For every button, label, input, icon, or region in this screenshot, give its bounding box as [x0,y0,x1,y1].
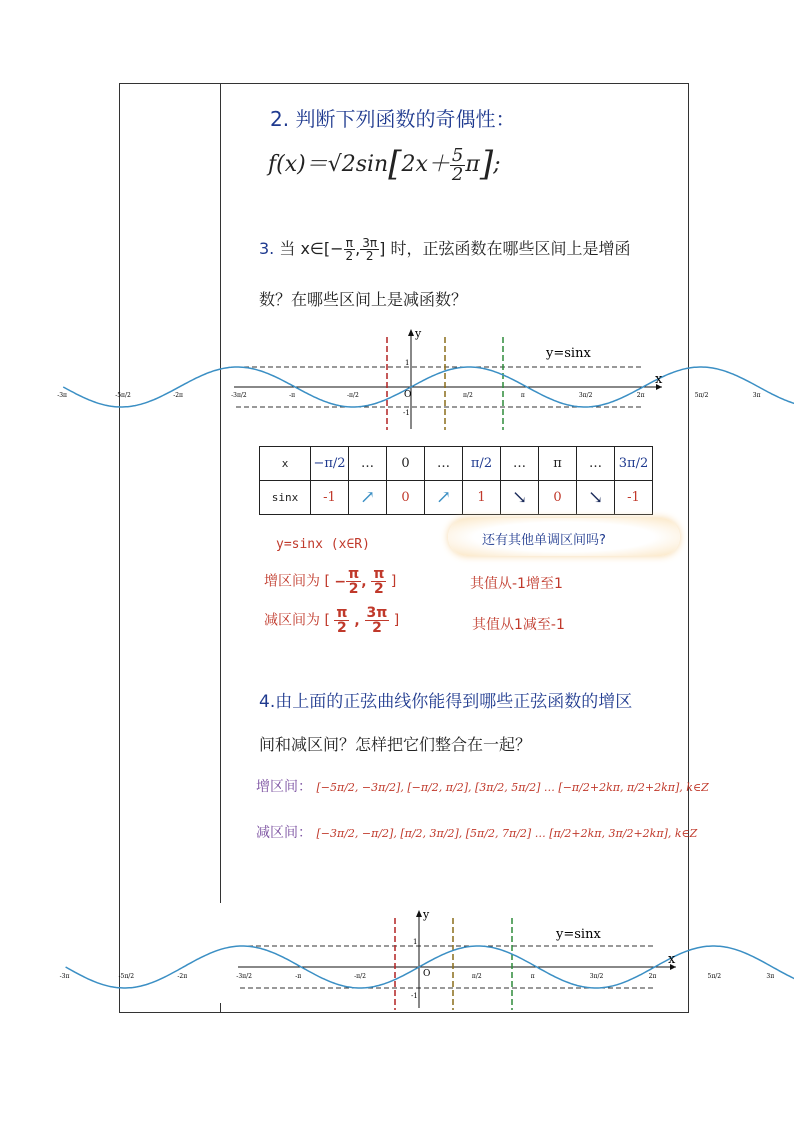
dec-interval: 减区间为 [ $\frac{\pi}{2}$ , $\frac{3\pi}{2}$ ] [264,605,400,636]
cell-sinx: ↘ [501,481,539,515]
q4-line1-text: 4.由上面的正弦曲线你能得到哪些正弦函数的增区 [259,692,633,712]
sine-graph-2 [59,908,775,1012]
cell-x: … [501,447,539,481]
q4-inc-label: 增区间： [256,779,312,795]
q2-formula: f(x)＝√2sin[2x＋ $\frac{5}{2}$ π]; [268,144,501,185]
inc-interval: 增区间为 [ − $\frac{\pi}{2}$ , $\frac{\pi}{2}$ ] [264,566,397,597]
q4-dec-expr: [−3π/2, −π/2], [π/2, 3π/2], [5π/2, 7π/2] … [π/2+2kπ, 3π/2+2kπ], k∈Z [316,827,698,840]
q2-formula-arg: 2x＋ [401,152,450,177]
cell-sinx: 0 [539,481,577,515]
label-neg-one: -1 [403,409,410,417]
column-divider-bottom [220,1003,221,1013]
label-one: 1 [405,359,410,367]
origin-label: O [404,390,412,400]
q3-line2: 数？在哪些区间上是减函数？ [259,290,468,309]
q2-formula-lhs: f(x)＝√2sin [268,152,389,177]
q3-f2d: 2 [365,249,374,263]
q2-frac-den: 2 [451,163,464,185]
tick-label: 3π [752,392,761,399]
q2-pi: π [465,152,480,177]
q3-line1b: ] 时，正弦函数在哪些区间上是增函 [379,239,631,258]
q2-heading-text: 2. 判断下列函数的奇偶性： [270,107,516,131]
tick-label: 2π [636,392,645,399]
q3-f1n: π [344,237,356,250]
tick-label: π [530,973,535,980]
func-domain: y=sinx (x∈R) [276,537,370,552]
cell-x: 0 [387,447,425,481]
q4-line2: 间和减区间？怎样把它们整合在一起？ [259,735,532,754]
q3-f1d: 2 [345,249,354,263]
label-one: 1 [413,938,418,946]
table-row [260,481,653,515]
row1-label: x [260,447,311,481]
cell-x: π [539,447,577,481]
curve-label: y=sinx [546,346,591,361]
tick-label: -π [289,392,296,399]
q4-dec-row [256,822,697,842]
cell-sinx: ↗ [349,481,387,515]
inc-label: 增区间为 [ [264,573,330,590]
row2-label: sinx [260,481,311,515]
tick-label: -5π/2 [118,973,135,980]
q4-dec-label: 减区间： [256,825,312,841]
tick-label: π/2 [463,392,473,399]
tick-label: 5π/2 [707,973,722,980]
tick-label: -5π/2 [115,392,131,399]
tick-label: -2π [177,973,188,980]
tick-label: π/2 [471,973,482,980]
tick-label: -π/2 [354,973,366,980]
cell-sinx: -1 [311,481,349,515]
tick-label: -2π [173,392,183,399]
tick-label: 2π [648,973,657,980]
tick-label: π [520,392,525,399]
cell-sinx: 1 [463,481,501,515]
table-row [260,447,653,481]
y-label: y [423,908,430,921]
tick-label: -π [295,973,302,980]
tick-label: 3π/2 [589,973,604,980]
cell-x: … [425,447,463,481]
tick-label: -3π [57,392,67,399]
inc-value: 其值从-1增至1 [470,576,563,592]
cell-x: π/2 [463,447,501,481]
origin-label: O [423,969,431,979]
y-axis-arrow [416,910,422,917]
q3-line1: 3. 当 x∈[− $\frac{\pi}{2}$ , $\frac{3\pi}{2}$ ] 时，正弦函数在哪些区间上是增函 [259,236,631,263]
q4-inc-expr: [−5π/2, −3π/2], [−π/2, π/2], [3π/2, 5π/2] … [−π/2+2kπ, π/2+2kπ], k∈Z [316,781,709,794]
q3-prefix: 3. [259,239,275,258]
tick-label: 3π/2 [578,392,593,399]
cell-sinx: 0 [387,481,425,515]
monotonic-table [259,446,653,515]
curve-label: y=sinx [556,927,601,942]
q2-frac-num: 5 [451,144,464,166]
column-divider [220,83,221,903]
x-label: x [668,952,676,967]
cell-x: … [577,447,615,481]
q3-f2n: 3π [362,236,378,250]
cell-x: … [349,447,387,481]
y-axis-arrow [408,329,414,336]
sine-graph-1 [57,325,761,435]
q2-heading [270,103,515,132]
tick-label: -3π [59,973,70,980]
cell-x: 3π/2 [615,447,653,481]
x-label: x [655,372,663,387]
cell-x: −π/2 [311,447,349,481]
q4-inc-row [256,776,709,796]
dec-label: 减区间为 [ [264,612,330,629]
label-neg-one: -1 [411,992,418,1000]
y-label: y [415,327,422,340]
q2-tail: ; [493,152,501,177]
dec-value: 其值从1减至-1 [472,617,565,633]
cloud-text: 还有其他单调区间吗? [482,533,606,548]
q4-line1 [259,687,632,712]
tick-label: 5π/2 [694,392,709,399]
cell-sinx: ↘ [577,481,615,515]
cell-sinx: ↗ [425,481,463,515]
tick-label: 3π [766,973,775,980]
tick-label: -π/2 [347,392,359,399]
cell-sinx: -1 [615,481,653,515]
q3-line1a: 当 x∈[− [279,239,344,258]
tick-label: -3π/2 [236,973,252,980]
tick-label: -3π/2 [231,392,247,399]
